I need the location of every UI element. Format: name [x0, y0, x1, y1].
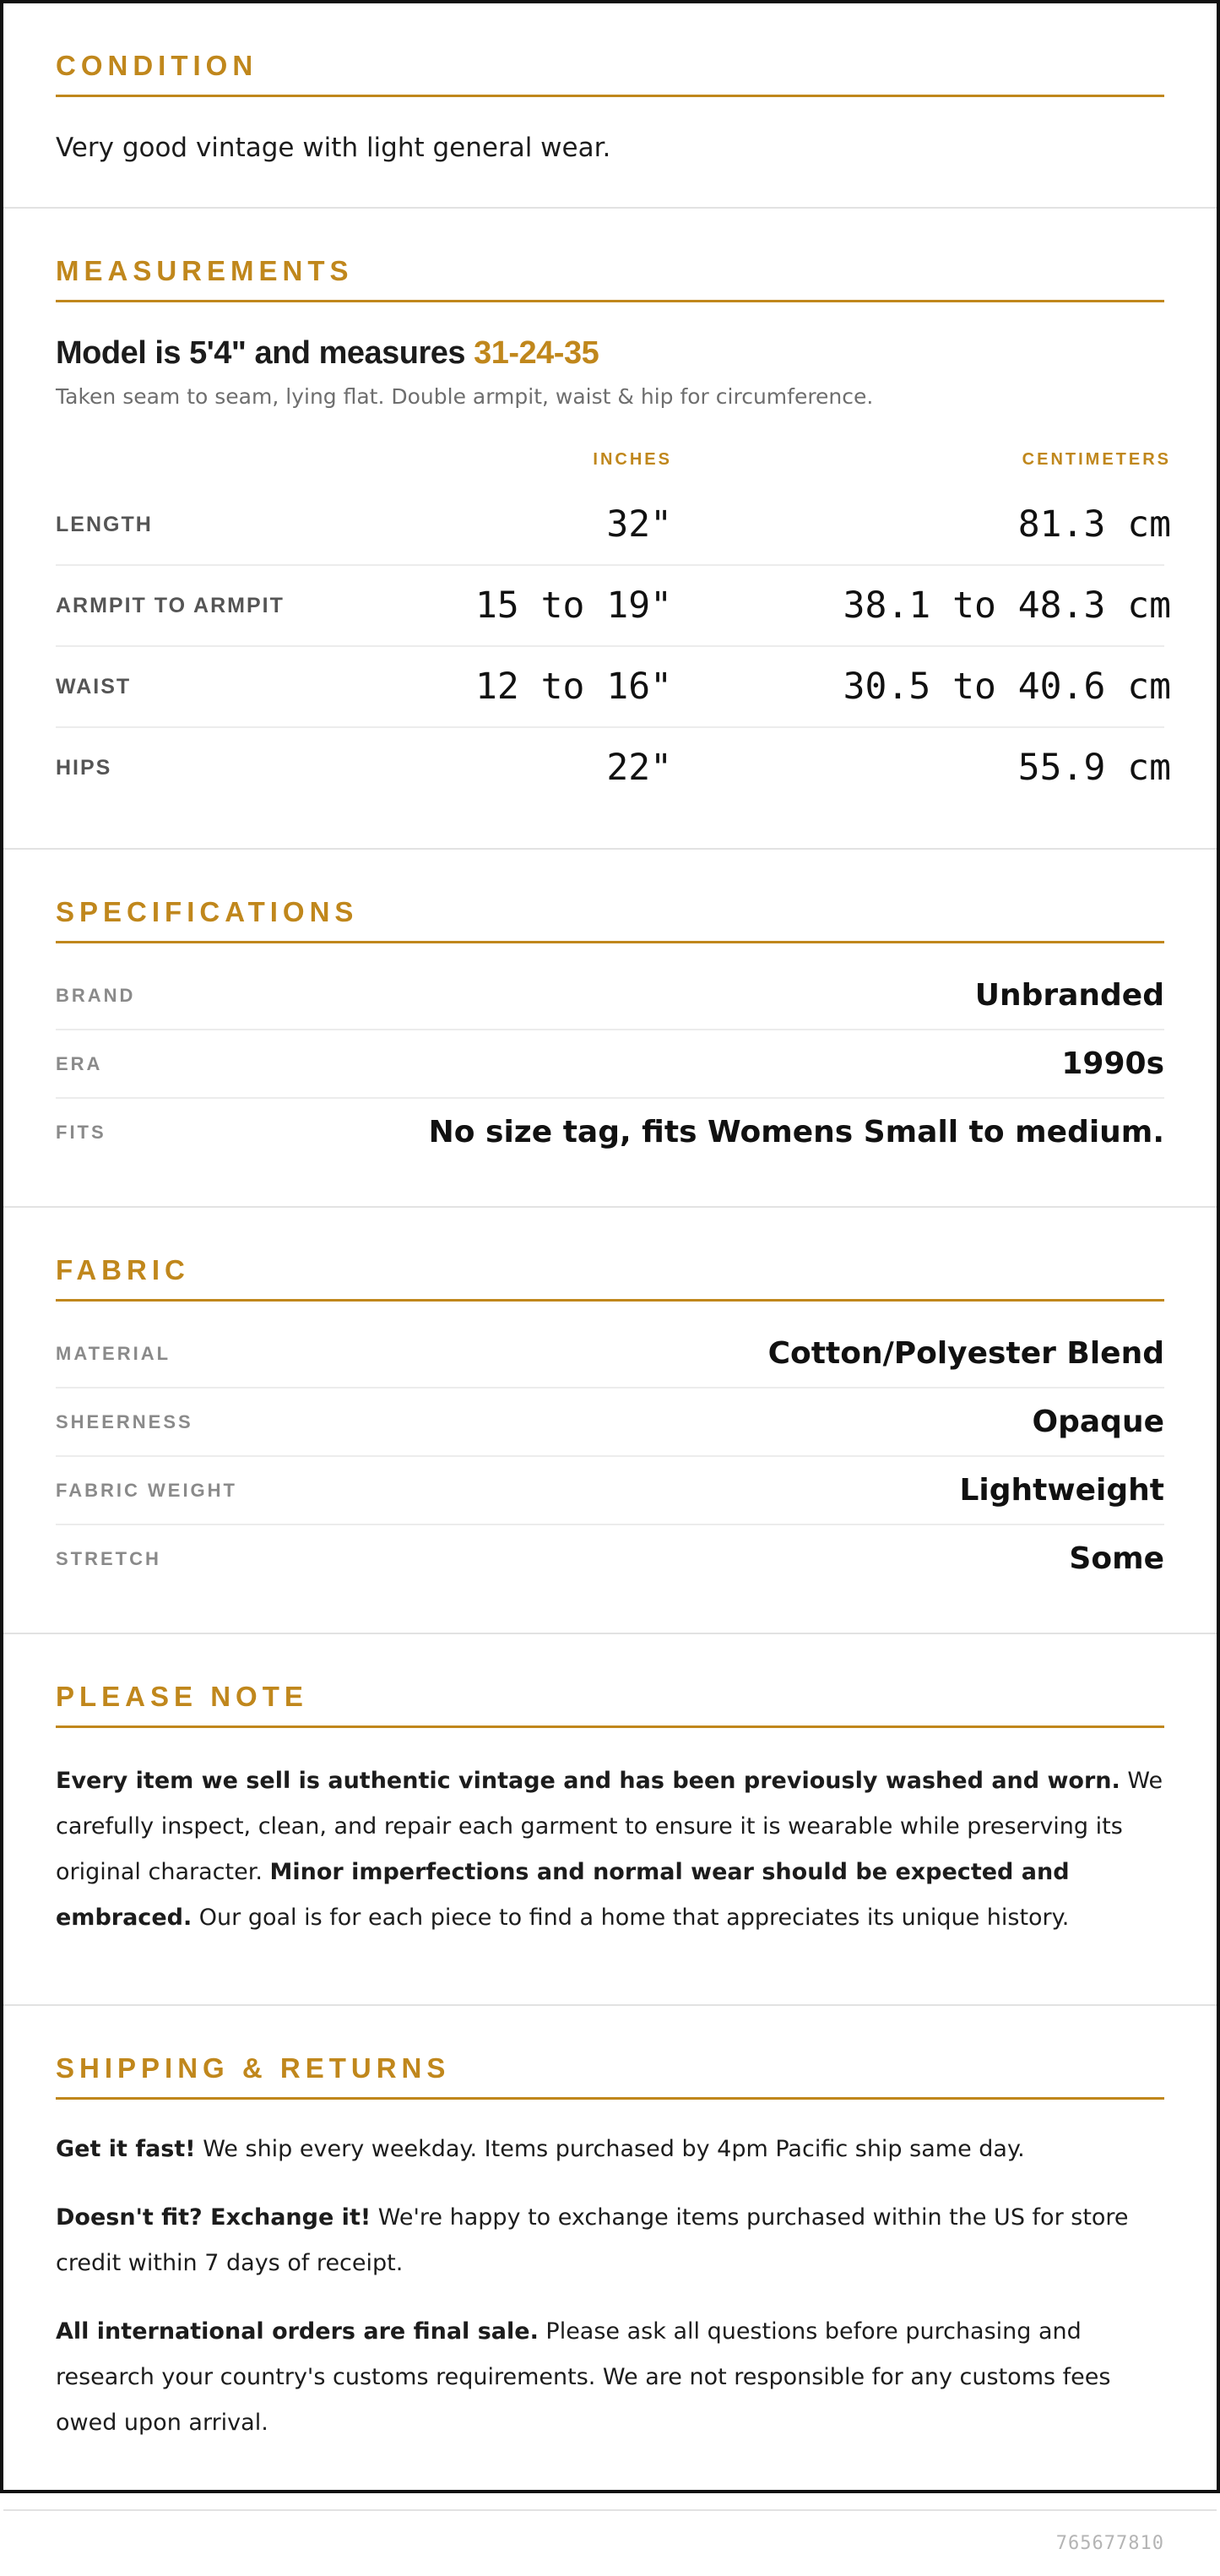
spec-value: 1990s [1061, 1046, 1164, 1081]
measurements-section [3, 209, 1217, 850]
specifications-section [3, 850, 1217, 1208]
spec-label: FABRIC WEIGHT [56, 1479, 237, 1501]
spec-row-era [56, 1030, 1164, 1099]
spec-row-brand [56, 962, 1164, 1030]
please-note-text [56, 1758, 1164, 1941]
spec-label: BRAND [56, 984, 136, 1006]
measurement-label: ARMPIT TO ARMPIT [56, 593, 285, 617]
model-measures-line [56, 333, 1164, 373]
measurement-inches: 22" [606, 747, 672, 789]
shipping-bold: All international orders are final sale. [56, 2318, 539, 2345]
spec-value: Unbranded [974, 978, 1164, 1013]
spec-value: Cotton/Polyester Blend [767, 1336, 1164, 1371]
spec-row-fits [56, 1099, 1164, 1166]
spec-value: No size tag, fits Womens Small to medium. [428, 1115, 1164, 1149]
specifications-heading: SPECIFICATIONS [56, 895, 1164, 943]
fabric-heading: FABRIC [56, 1253, 1164, 1302]
measurement-cm: 81.3 cm [1017, 503, 1171, 546]
measurements-table-header [56, 434, 1171, 485]
spec-value: Some [1069, 1541, 1164, 1576]
condition-section [3, 3, 1217, 209]
measurement-inches: 15 to 19" [475, 584, 672, 627]
measurement-cm: 38.1 to 48.3 cm [843, 584, 1171, 627]
spec-label: SHEERNESS [56, 1410, 193, 1432]
note-text-2: Our goal is for each piece to find a home that appreciates its unique history. [192, 1905, 1070, 1931]
measurement-inches: 12 to 16" [475, 666, 672, 708]
condition-heading: CONDITION [56, 49, 1164, 97]
measurement-row-hips [56, 728, 1171, 807]
measurement-inches: 32" [606, 503, 672, 546]
condition-text: Very good vintage with light general wear. [56, 133, 611, 163]
measurement-row-length [56, 485, 1171, 566]
fabric-section [3, 1208, 1217, 1634]
spec-value: Lightweight [959, 1473, 1164, 1508]
spec-label: STRETCH [56, 1547, 161, 1569]
shipping-bold: Get it fast! [56, 2136, 196, 2162]
measurement-cm: 30.5 to 40.6 cm [843, 666, 1171, 708]
fabric-row-material [56, 1320, 1164, 1389]
footer [3, 2511, 1217, 2576]
shipping-text: We ship every weekday. Items purchased by 4pm Pacific ship same day. [195, 2136, 1025, 2162]
please-note-section [3, 1634, 1217, 2006]
shipping-text: We're happy to exchange items purchased within the US for store credit within 7 days of receipt. [56, 2204, 1129, 2276]
shipping-text: Please ask all questions before purchasing and research your country's customs requirements. We are not responsible for any customs fees owed upon arrival. [56, 2318, 1111, 2436]
shipping-paragraph-exchange [56, 2195, 1164, 2286]
note-text-1: We carefully inspect, clean, and repair each garment to ensure it is wearable while preserving its original character. [56, 1768, 1163, 1885]
column-header-inches: INCHES [593, 449, 672, 469]
measurements-note: Taken seam to seam, lying flat. Double armpit, waist & hip for circumference. [56, 384, 874, 409]
spec-label: FITS [56, 1121, 106, 1143]
note-bold-2: Minor imperfections and normal wear should be expected and embraced. [56, 1859, 1070, 1931]
measurement-label: LENGTH [56, 512, 153, 536]
model-measures-prefix: Model is 5'4" and measures [56, 335, 474, 371]
measurements-table [56, 434, 1171, 807]
measurement-cm: 55.9 cm [1017, 747, 1171, 789]
fabric-row-sheerness [56, 1389, 1164, 1457]
spec-label: MATERIAL [56, 1342, 171, 1364]
measurement-label: HIPS [56, 755, 112, 780]
shipping-bold: Doesn't fit? Exchange it! [56, 2204, 371, 2231]
note-bold-1: Every item we sell is authentic vintage and has been previously washed and worn. [56, 1768, 1120, 1794]
spec-label: ERA [56, 1052, 103, 1074]
fabric-list [56, 1320, 1164, 1592]
measurement-label: WAIST [56, 674, 132, 698]
measurements-heading: MEASUREMENTS [56, 254, 1164, 302]
measurement-row-armpit [56, 566, 1171, 647]
spec-value: Opaque [1032, 1405, 1164, 1439]
shipping-heading: SHIPPING & RETURNS [56, 2052, 1164, 2100]
shipping-section [3, 2006, 1217, 2511]
shipping-paragraph-international [56, 2309, 1164, 2446]
shipping-paragraph-fast [56, 2127, 1164, 2172]
measurement-row-waist [56, 647, 1171, 728]
specifications-list [56, 962, 1164, 1166]
column-header-centimeters: CENTIMETERS [1022, 449, 1171, 469]
model-measures-value: 31-24-35 [474, 335, 599, 371]
fabric-row-stretch [56, 1525, 1164, 1592]
please-note-heading: PLEASE NOTE [56, 1680, 1164, 1728]
fabric-row-weight [56, 1457, 1164, 1525]
sku-number: 765677810 [1055, 2533, 1164, 2554]
